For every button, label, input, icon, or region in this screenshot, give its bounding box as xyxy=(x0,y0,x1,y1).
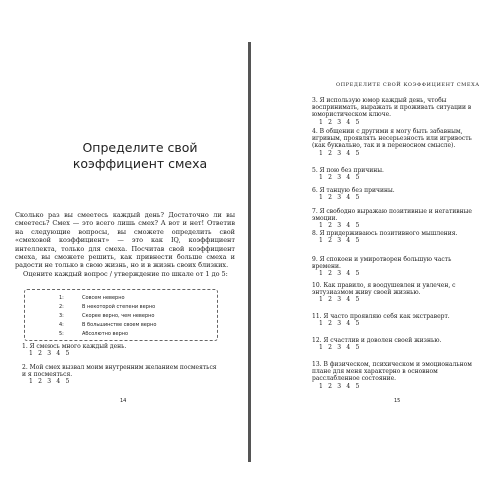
rating-digits: 1 2 3 4 5 xyxy=(319,296,360,304)
intro-paragraph: Сколько раз вы смеетесь каждый день? Достаточно ли вы смеетесь? Смех — это всего лишь смех? А вот и нет! Ответив на следующие вопросы, вы сможете определить свой «смеховой коэффициент» — это как IQ, коэффициент интеллекта, только для смеха. Посчитав свой коэффициент смеха, вы сможете решить, как привнести больше смеха и радости не только в свою жизнь, но и в жизнь своих близких. xyxy=(15,211,235,270)
question-text: 6. Я танцую без причины. xyxy=(312,187,395,194)
question-item xyxy=(312,167,482,181)
scale-number: 1: xyxy=(59,295,64,301)
scale-label: В большинстве своем верно xyxy=(82,322,157,328)
scale-number: 4: xyxy=(59,322,64,328)
question-text: 10. Как правило, я воодушевлен и увлечен, с энтузиазмом живу своей жизнью. xyxy=(312,282,456,297)
question-item xyxy=(312,313,482,327)
rating-digits: 1 2 3 4 5 xyxy=(319,344,360,352)
left-page xyxy=(0,0,248,500)
question-item xyxy=(312,282,482,304)
question-text: 9. Я спокоен и умиротворен большую часть времени. xyxy=(312,256,452,271)
question-text: 3. Я использую юмор каждый день, чтобы воспринимать, выражать и проживать ситуации в юмористическом ключе. xyxy=(312,97,472,119)
scale-label: В некоторой степени верно xyxy=(82,304,156,310)
rating-digits: 1 2 3 4 5 xyxy=(319,174,360,182)
question-text: 11. Я часто проявляю себя как экстраверт. xyxy=(312,313,450,320)
page-title xyxy=(60,140,220,172)
scale-number: 5: xyxy=(59,331,64,337)
question-text: 4. В общении с другими я могу быть забавным, игривым, проявлять несерьезность или игривость (как буквально, так и в переносном смысле). xyxy=(312,128,472,150)
scale-number: 2: xyxy=(59,304,64,310)
rating-digits: 1 2 3 4 5 xyxy=(319,194,360,202)
rating-digits: 1 2 3 4 5 xyxy=(29,350,70,358)
question-item xyxy=(312,97,482,126)
title-line-1: Определите свой xyxy=(82,140,198,155)
question-text: 8. Я придерживаюсь позитивного мышления. xyxy=(312,230,458,237)
rating-digits: 1 2 3 4 5 xyxy=(319,382,360,390)
right-page xyxy=(251,0,500,500)
question-item xyxy=(22,364,222,386)
rating-digits: 1 2 3 4 5 xyxy=(29,378,70,386)
question-item xyxy=(312,256,482,278)
question-text: 7. Я свободно выражаю позитивные и негативные эмоции. xyxy=(312,208,472,223)
scale-label: Совсем неверно xyxy=(82,295,125,301)
page-number: 15 xyxy=(394,398,401,404)
scale-label: Скорее верно, чем неверно xyxy=(82,313,155,319)
rating-digits: 1 2 3 4 5 xyxy=(319,149,360,157)
question-text: 1. Я смеюсь много каждый день. xyxy=(22,343,127,350)
running-header: ОПРЕДЕЛИТЕ СВОЙ КОЭФФИЦИЕНТ СМЕХА xyxy=(336,82,480,88)
rating-digits: 1 2 3 4 5 xyxy=(319,320,360,328)
scale-number: 3: xyxy=(59,313,64,319)
question-item xyxy=(312,128,482,157)
question-item xyxy=(312,208,482,230)
question-item xyxy=(312,230,482,244)
intro-text xyxy=(15,211,235,278)
title-line-2: коэффициент смеха xyxy=(72,156,208,171)
question-text: 13. В физическом, психическом и эмоциональном плане для меня характерно в основном расслабленное состояние. xyxy=(312,361,472,383)
question-item xyxy=(312,187,482,201)
question-item xyxy=(312,361,482,390)
rating-digits: 1 2 3 4 5 xyxy=(319,270,360,278)
scale-label: Абсолютно верно xyxy=(82,331,129,337)
page-number: 14 xyxy=(120,398,127,404)
question-text: 2. Мой смех вызвал моим внутренним желанием посмеяться и я посмеяться. xyxy=(22,364,217,379)
instruction-text: Оцените каждый вопрос / утверждение по шкале от 1 до 5: xyxy=(23,269,228,278)
rating-digits: 1 2 3 4 5 xyxy=(319,222,360,230)
question-item xyxy=(22,343,222,357)
question-item xyxy=(312,337,482,351)
rating-digits: 1 2 3 4 5 xyxy=(319,237,360,245)
rating-scale-box xyxy=(24,289,218,341)
question-text: 5. Я пою без причины. xyxy=(312,167,384,174)
rating-digits: 1 2 3 4 5 xyxy=(319,118,360,126)
question-text: 12. Я счастлив и доволен своей жизнью. xyxy=(312,337,442,344)
